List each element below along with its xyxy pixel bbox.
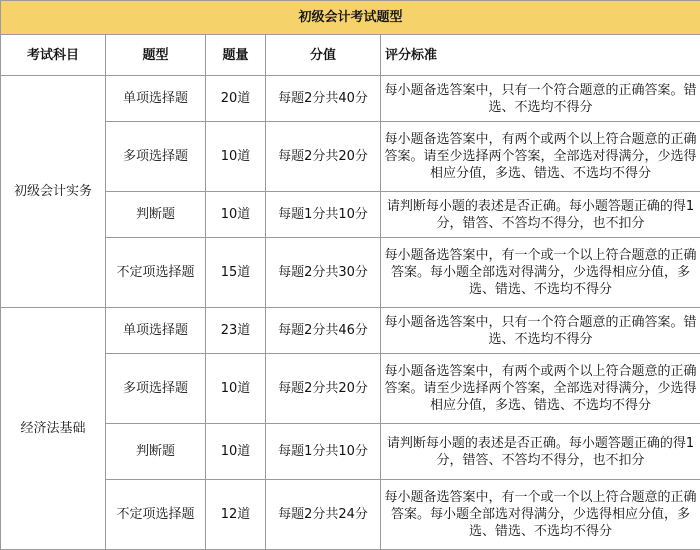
count-cell: 10道: [206, 122, 266, 192]
type-cell: 多项选择题: [106, 354, 206, 424]
type-cell: 多项选择题: [106, 122, 206, 192]
type-cell: 单项选择题: [106, 76, 206, 122]
score-cell: 每题2分共46分: [266, 308, 381, 354]
type-cell: 判断题: [106, 424, 206, 480]
header-count: 题量: [206, 35, 266, 76]
criteria-cell: 每小题备选答案中，有两个或两个以上符合题意的正确答案。请至少选择两个答案，全部选对得满分，少选得相应分值，多选、错选、不选均不得分: [381, 354, 700, 424]
type-cell: 不定项选择题: [106, 238, 206, 308]
score-cell: 每题2分共40分: [266, 76, 381, 122]
criteria-cell: 请判断每小题的表述是否正确。每小题答题正确的得1分，错答、不答均不得分，也不扣分: [381, 424, 700, 480]
score-cell: 每题1分共10分: [266, 424, 381, 480]
count-cell: 10道: [206, 192, 266, 238]
criteria-cell: 每小题备选答案中，只有一个符合题意的正确答案。错选、不选均不得分: [381, 308, 700, 354]
criteria-cell: 每小题备选答案中，有一个或一个以上符合题意的正确答案。每小题全部选对得满分，少选得相应分值，多选、错选、不选均不得分: [381, 238, 700, 308]
criteria-cell: 请判断每小题的表述是否正确。每小题答题正确的得1分，错答、不答均不得分，也不扣分: [381, 192, 700, 238]
score-cell: 每题1分共10分: [266, 192, 381, 238]
table-row: [1, 76, 700, 122]
count-cell: 10道: [206, 424, 266, 480]
score-cell: 每题2分共20分: [266, 122, 381, 192]
table-row: [1, 354, 700, 424]
header-type: 题型: [106, 35, 206, 76]
count-cell: 12道: [206, 480, 266, 550]
title-row: [1, 1, 700, 35]
table-row: [1, 424, 700, 480]
header-row: [1, 35, 700, 76]
count-cell: 15道: [206, 238, 266, 308]
table-title: 初级会计考试题型: [1, 1, 700, 35]
criteria-cell: 每小题备选答案中，只有一个符合题意的正确答案。错选、不选均不得分: [381, 76, 700, 122]
criteria-cell: 每小题备选答案中，有两个或两个以上符合题意的正确答案。请至少选择两个答案，全部选对得满分，少选得相应分值，多选、错选、不选均不得分: [381, 122, 700, 192]
table-row: [1, 192, 700, 238]
type-cell: 判断题: [106, 192, 206, 238]
header-score: 分值: [266, 35, 381, 76]
criteria-cell: 每小题备选答案中，有一个或一个以上符合题意的正确答案。每小题全部选对得满分，少选得相应分值，多选、错选、不选均不得分: [381, 480, 700, 550]
score-cell: 每题2分共24分: [266, 480, 381, 550]
score-cell: 每题2分共30分: [266, 238, 381, 308]
table-row: [1, 480, 700, 550]
subject-cell: 初级会计实务: [1, 76, 106, 308]
table-row: [1, 122, 700, 192]
header-subject: 考试科目: [1, 35, 106, 76]
table-row: [1, 308, 700, 354]
type-cell: 单项选择题: [106, 308, 206, 354]
type-cell: 不定项选择题: [106, 480, 206, 550]
count-cell: 20道: [206, 76, 266, 122]
count-cell: 10道: [206, 354, 266, 424]
table-row: [1, 238, 700, 308]
count-cell: 23道: [206, 308, 266, 354]
score-cell: 每题2分共20分: [266, 354, 381, 424]
header-criteria: 评分标准: [381, 35, 700, 76]
subject-cell: 经济法基础: [1, 308, 106, 550]
